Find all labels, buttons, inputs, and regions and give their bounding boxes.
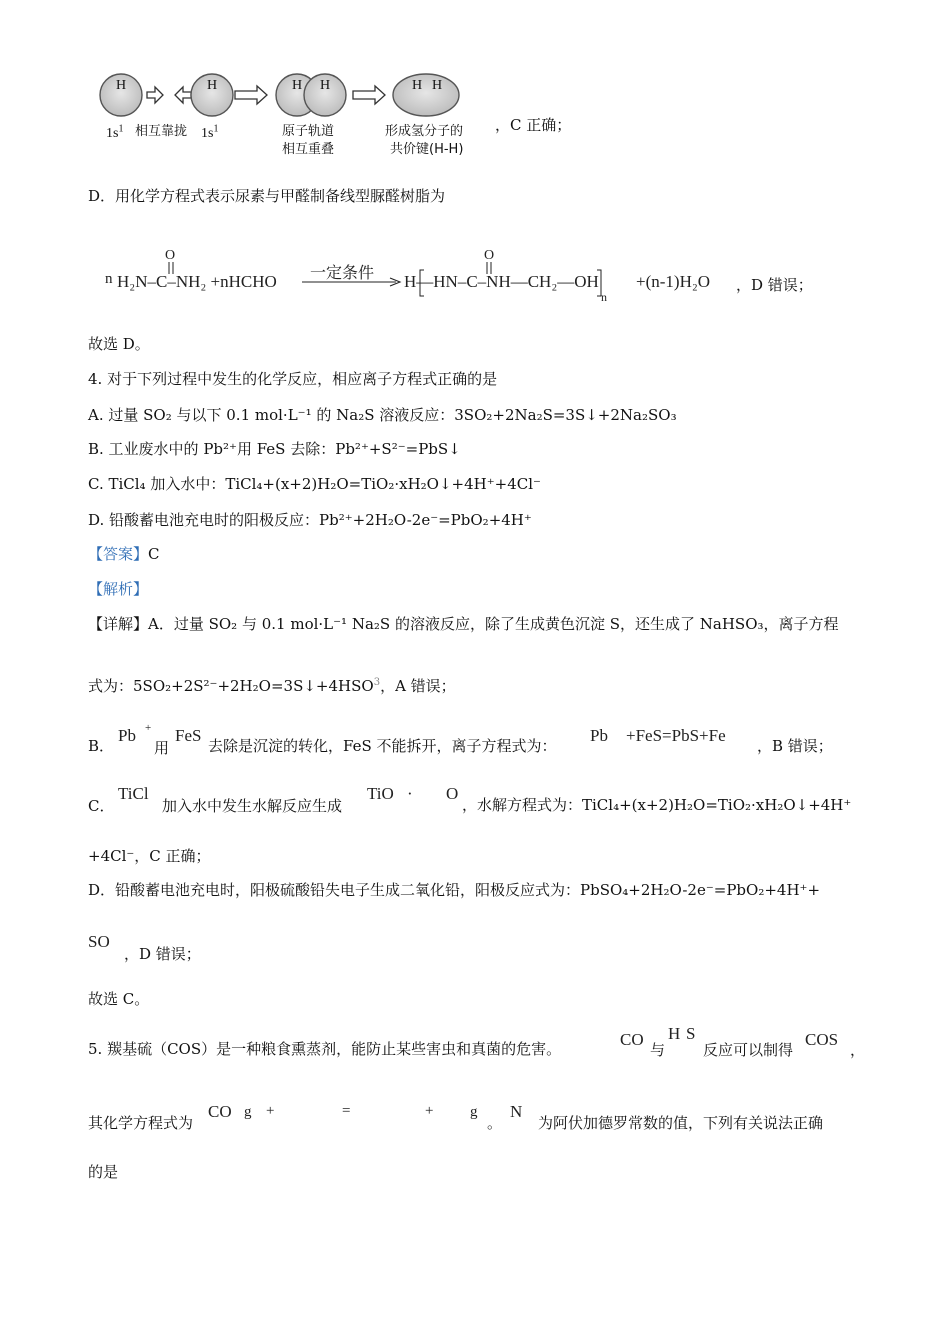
eq-coef-n: n <box>105 271 113 287</box>
q5-line2-g: g <box>244 1104 252 1120</box>
q4-detail-b-label: B． <box>88 737 115 755</box>
q4-option-d: D. 铅酸蓄电池充电时的阳极反应：Pb²⁺+2H₂O-2e⁻=PbO₂+4H⁺ <box>88 511 532 529</box>
h-label: H <box>432 78 443 93</box>
q4-detail-a-1: 【详解】A．过量 SO₂ 与 0.1 mol·L⁻¹ Na₂S 的溶液反应，除了生成黄色沉淀 S，还生成了 NaHSO₃，离子方程 <box>88 615 839 633</box>
eq-condition: 一定条件 <box>310 263 375 282</box>
step-label-approach: 相互靠拢 <box>135 124 188 139</box>
c-tio: TiO <box>367 784 394 803</box>
b-eq-pb: Pb <box>590 726 608 745</box>
q5-line2-dot: 。 <box>487 1114 503 1132</box>
q4-option-c: C. TiCl₄ 加入水中：TiCl₄+(x+2)H₂O=TiO₂·xH₂O↓+4H⁺+4Cl⁻ <box>88 475 541 493</box>
q4-final-answer: 故选 C。 <box>88 990 150 1008</box>
b-text: 去除是沉淀的转化，FeS 不能拆开，离子方程式为： <box>208 737 557 755</box>
q5-cos: COS <box>805 1030 839 1049</box>
q4-answer: 【答案】C <box>88 545 160 563</box>
c-o: O <box>446 784 459 803</box>
step-label-overlap-2: 相互重叠 <box>282 142 335 157</box>
eq-water: +(n-1)H₂O <box>636 272 711 291</box>
arrow-right-icon <box>147 87 163 103</box>
q5-line2-b: 为阿伏加德罗常数的值，下列有关说法正确 <box>538 1114 824 1132</box>
prev-final-answer: 故选 D。 <box>88 335 150 353</box>
b-use: 用 <box>154 739 170 757</box>
reaction-arrow-icon <box>302 277 402 287</box>
q5-s: S <box>686 1024 696 1043</box>
q5-line2-eq: = <box>342 1103 351 1119</box>
q5-line2-a: 其化学方程式为 <box>88 1114 194 1132</box>
q4-detail-c-label: C． <box>88 797 115 815</box>
q5-h: H <box>668 1024 681 1043</box>
step-label-bond-1: 形成氢分子的 <box>385 124 464 139</box>
h-label: H <box>292 78 303 93</box>
b-eq-rest: +FeS=PbS+Fe <box>626 726 726 745</box>
step-label-overlap-1: 原子轨道 <box>282 124 335 139</box>
eq-verdict: ，D 错误； <box>736 276 813 294</box>
eq-carbonyl-o-2: O <box>484 248 495 263</box>
q5-line3: 的是 <box>88 1163 119 1181</box>
c-ticl: TiCl <box>118 784 149 803</box>
d-so: SO <box>88 932 110 951</box>
q4-option-a: A. 过量 SO₂ 与以下 0.1 mol·L⁻¹ 的 Na₂S 溶液反应：3SO₂+2Na₂S=3S↓+2Na₂SO₃ <box>88 406 677 424</box>
q4-stem: 4. 对于下列过程中发生的化学反应，相应离子方程式正确的是 <box>88 370 498 388</box>
q5-text2: 反应可以制得 <box>703 1041 794 1059</box>
step-label-bond-2: 共价键(H-H) <box>390 142 464 157</box>
eq-reactants: H₂N–C–NH₂ +nHCHO <box>117 272 277 291</box>
arrow-big-icon-1 <box>235 86 267 104</box>
orbital-label-left: $1s^1$ <box>106 123 124 141</box>
d-end: ，D 错误； <box>124 945 201 963</box>
overlap-atoms <box>276 74 346 116</box>
eq-carbonyl-o-1: O <box>165 248 176 263</box>
h-label: H <box>320 78 331 93</box>
h2-molecule <box>393 74 459 116</box>
c-dot: · <box>407 784 413 803</box>
h-label: H <box>412 78 423 93</box>
q4-detail-a-2: 式为：$5SO_2+2S^{2-}+2H_2O=3S↓+4HSO^3$，A 错误； <box>88 677 456 695</box>
q4-analysis-tag: 【解析】 <box>88 580 149 598</box>
arrow-big-icon-2 <box>353 86 385 104</box>
q5-with: 与 <box>650 1041 666 1059</box>
q5-line2-plus2: + <box>425 1103 434 1119</box>
c-text: 加入水中发生水解反应生成 <box>162 797 343 815</box>
c-eq-2: +4Cl⁻，C 正确； <box>88 847 211 865</box>
q5-line2-g2: g <box>470 1104 478 1120</box>
eq-product: H―HN–C–NH―CH₂―OH <box>404 272 599 291</box>
b-end: ，B 错误； <box>757 737 833 755</box>
orbital-label-right: $1s^1$ <box>201 123 219 141</box>
b-fes: FeS <box>175 726 202 745</box>
q4-option-b: B. 工业废水中的 Pb²⁺用 FeS 去除：Pb²⁺+S²⁻=PbS↓ <box>88 440 461 458</box>
b-pb: Pb <box>118 726 136 745</box>
q4-detail-d: D．铅酸蓄电池充电时，阳极硫酸铅失电子生成二氧化铅，阳极反应式为：PbSO₄+2H₂O-2e⁻=PbO₂+4H⁺+ <box>88 881 821 899</box>
option-d-text: D．用化学方程式表示尿素与甲醛制备线型脲醛树脂为 <box>88 187 446 205</box>
c-eq: ，水解方程式为：TiCl₄+(x+2)H₂O=TiO₂·xH₂O↓+4H⁺ <box>462 796 852 814</box>
eq-subscript-n: n <box>601 290 607 304</box>
q5-co: CO <box>620 1030 644 1049</box>
h-label: H <box>207 78 218 93</box>
h-label: H <box>116 78 127 93</box>
polymer-brackets <box>414 268 614 298</box>
q5-line2-plus1: + <box>266 1103 275 1119</box>
diagram-verdict: ，C 正确； <box>495 116 572 134</box>
b-plus: + <box>145 722 152 734</box>
q5-line2-n: N <box>510 1102 523 1121</box>
arrow-left-icon <box>175 87 191 103</box>
q5-stem: 5. 羰基硫（COS）是一种粮食熏蒸剂，能防止某些害虫和真菌的危害。 <box>88 1040 562 1058</box>
q5-comma: ， <box>850 1041 866 1059</box>
q5-line2-co: CO <box>208 1102 232 1121</box>
